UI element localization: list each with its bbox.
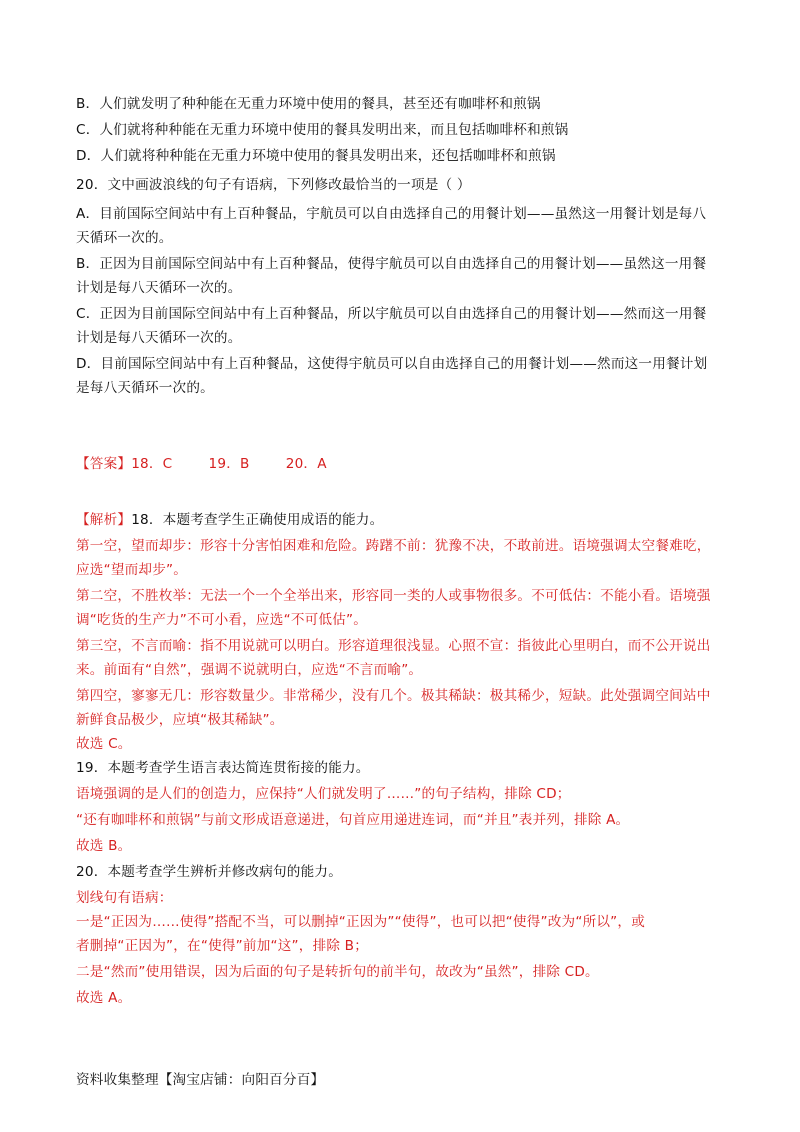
q20-option-a-line1: A．目前国际空间站中有上百种餐品，宇航员可以自由选择自己的用餐计划——虽然这一用餐计划是每八 — [76, 206, 707, 222]
q19-choice: 故选 B。 — [76, 838, 132, 854]
q19-option-c: C．人们就将种种能在无重力环境中使用的餐具发明出来，而且包括咖啡杯和煎锅 — [76, 122, 569, 138]
answer-line — [76, 454, 327, 474]
q20-choice: 故选 A。 — [76, 990, 132, 1006]
q20-line1: 划线句有语病： — [76, 890, 173, 906]
q18-choice: 故选 C。 — [76, 736, 132, 752]
q18-line1: 第一空，望而却步：形容十分害怕困难和危险。踌躇不前：犹豫不决，不敢前进。语境强调太空餐难吃， — [76, 538, 711, 554]
q20-option-a-line2: 天循环一次的。 — [76, 230, 173, 246]
q20-line3: 者删掉“正因为”，在“使得”前加“这”，排除 B； — [76, 938, 368, 954]
q19-line2: “还有咖啡杯和煎锅”与前文形成语意递进，句首应用递进连词，而“并且”表并列，排除 A。 — [76, 812, 630, 828]
q20-option-d-line1: D．目前国际空间站中有上百种餐品，这使得宇航员可以自由选择自己的用餐计划——然而这一用餐计划 — [76, 356, 708, 372]
q20-line4: 二是“然而”使用错误，因为后面的句子是转折句的前半句，故改为“虽然”，排除 CD。 — [76, 964, 599, 980]
q20-option-b-line1: B．正因为目前国际空间站中有上百种餐品，使得宇航员可以自由选择自己的用餐计划——虽然这一用餐 — [76, 256, 707, 272]
q18-line2: 应选“望而却步”。 — [76, 562, 188, 578]
answer-text: 18．C 19．B 20．A — [131, 456, 327, 472]
q20-option-c-line1: C．正因为目前国际空间站中有上百种餐品，所以宇航员可以自由选择自己的用餐计划——然而这一用餐 — [76, 306, 707, 322]
q20-option-c-line2: 计划是每八天循环一次的。 — [76, 330, 242, 346]
q18-line8: 新鲜食品极少，应填“极其稀缺”。 — [76, 712, 284, 728]
q18-line3: 第二空，不胜枚举：无法一个一个全举出来，形容同一类的人或事物很多。不可低估：不能小看。语境强 — [76, 588, 711, 604]
q20-stem: 20．文中画波浪线的句子有语病，下列修改最恰当的一项是（ ） — [76, 177, 471, 193]
q18-line6: 来。前面有“自然”，强调不说就明白，应选“不言而喻”。 — [76, 662, 423, 678]
analysis-heading — [76, 510, 383, 530]
analysis-tag: 【解析】 — [76, 512, 132, 528]
q19-line1: 语境强调的是人们的创造力，应保持“人们就发明了……”的句子结构，排除 CD； — [76, 786, 571, 802]
q18-line4: 调“吃货的生产力”不可小看，应选“不可低估”。 — [76, 612, 368, 628]
answer-tag: 【答案】 — [76, 456, 132, 472]
q18-line5: 第三空，不言而喻：指不用说就可以明白。形容道理很浅显。心照不宣：指彼此心里明白，而不公开说出 — [76, 638, 711, 654]
q18-intro: 18．本题考查学生正确使用成语的能力。 — [131, 512, 384, 528]
q20-intro: 20．本题考查学生辨析并修改病句的能力。 — [76, 864, 342, 880]
q19-option-b: B．人们就发明了种种能在无重力环境中使用的餐具，甚至还有咖啡杯和煎锅 — [76, 96, 541, 112]
q19-intro: 19．本题考查学生语言表达简连贯衔接的能力。 — [76, 760, 370, 776]
q20-option-d-line2: 是每八天循环一次的。 — [76, 380, 214, 396]
q18-line7: 第四空，寥寥无几：形容数量少。非常稀少，没有几个。极其稀缺：极其稀少，短缺。此处强调空间站中 — [76, 688, 711, 704]
q20-option-b-line2: 计划是每八天循环一次的。 — [76, 280, 242, 296]
footer-text: 资料收集整理【淘宝店铺：向阳百分百】 — [76, 1072, 325, 1088]
q19-option-d: D．人们就将种种能在无重力环境中使用的餐具发明出来，还包括咖啡杯和煎锅 — [76, 148, 556, 164]
q20-line2: 一是“正因为……使得”搭配不当，可以删掉“正因为”“使得”，也可以把“使得”改为“所以”，或 — [76, 914, 645, 930]
